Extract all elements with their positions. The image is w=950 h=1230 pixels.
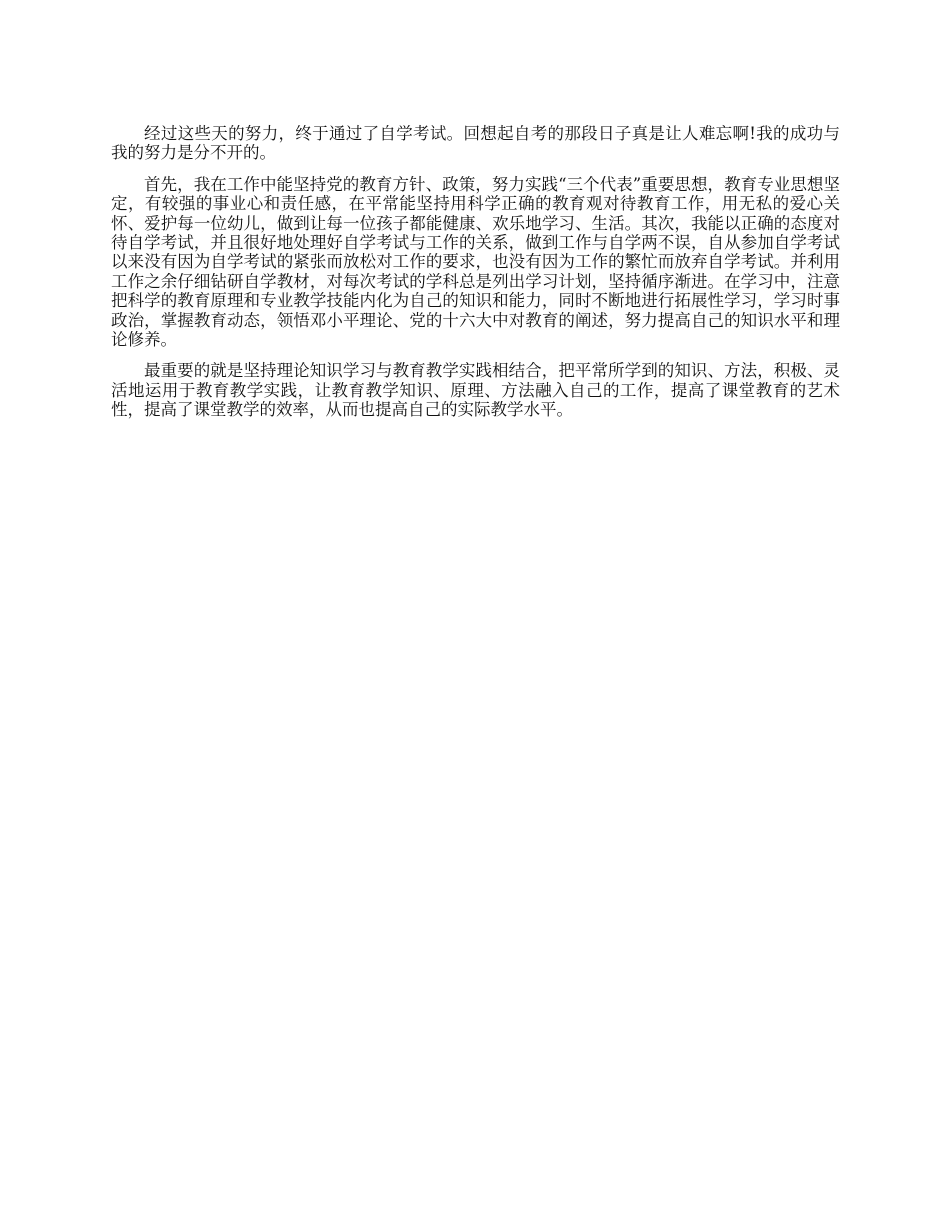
paragraph-1: 经过这些天的努力，终于通过了自学考试。回想起自考的那段日子真是让人难忘啊!我的成功与我的努力是分不开的。 <box>111 124 840 163</box>
paragraph-3: 最重要的就是坚持理论知识学习与教育教学实践相结合，把平常所学到的知识、方法，积极、灵活地运用于教育教学实践，让教育教学知识、原理、方法融入自己的工作，提高了课堂教育的艺术性，提高了课堂教学的效率，从而也提高自己的实际教学水平。 <box>111 361 840 420</box>
paragraph-2: 首先，我在工作中能坚持党的教育方针、政策，努力实践“三个代表”重要思想，教育专业思想坚定，有较强的事业心和责任感，在平常能坚持用科学正确的教育观对待教育工作，用无私的爱心关怀、爱护每一位幼儿，做到让每一位孩子都能健康、欢乐地学习、生活。其次，我能以正确的态度对待自学考试，并且很好地处理好自学考试与工作的关系，做到工作与自学两不误，自从参加自学考试以来没有因为自学考试的紧张而放松对工作的要求，也没有因为工作的繁忙而放弃自学考试。并利用工作之余仔细钻研自学教材，对每次考试的学科总是列出学习计划，坚持循序渐进。在学习中，注意把科学的教育原理和专业教学技能内化为自己的知识和能力，同时不断地进行拓展性学习，学习时事政治，掌握教育动态，领悟邓小平理论、党的十六大中对教育的阐述，努力提高自己的知识水平和理论修养。 <box>111 174 840 350</box>
document-body <box>111 124 840 432</box>
